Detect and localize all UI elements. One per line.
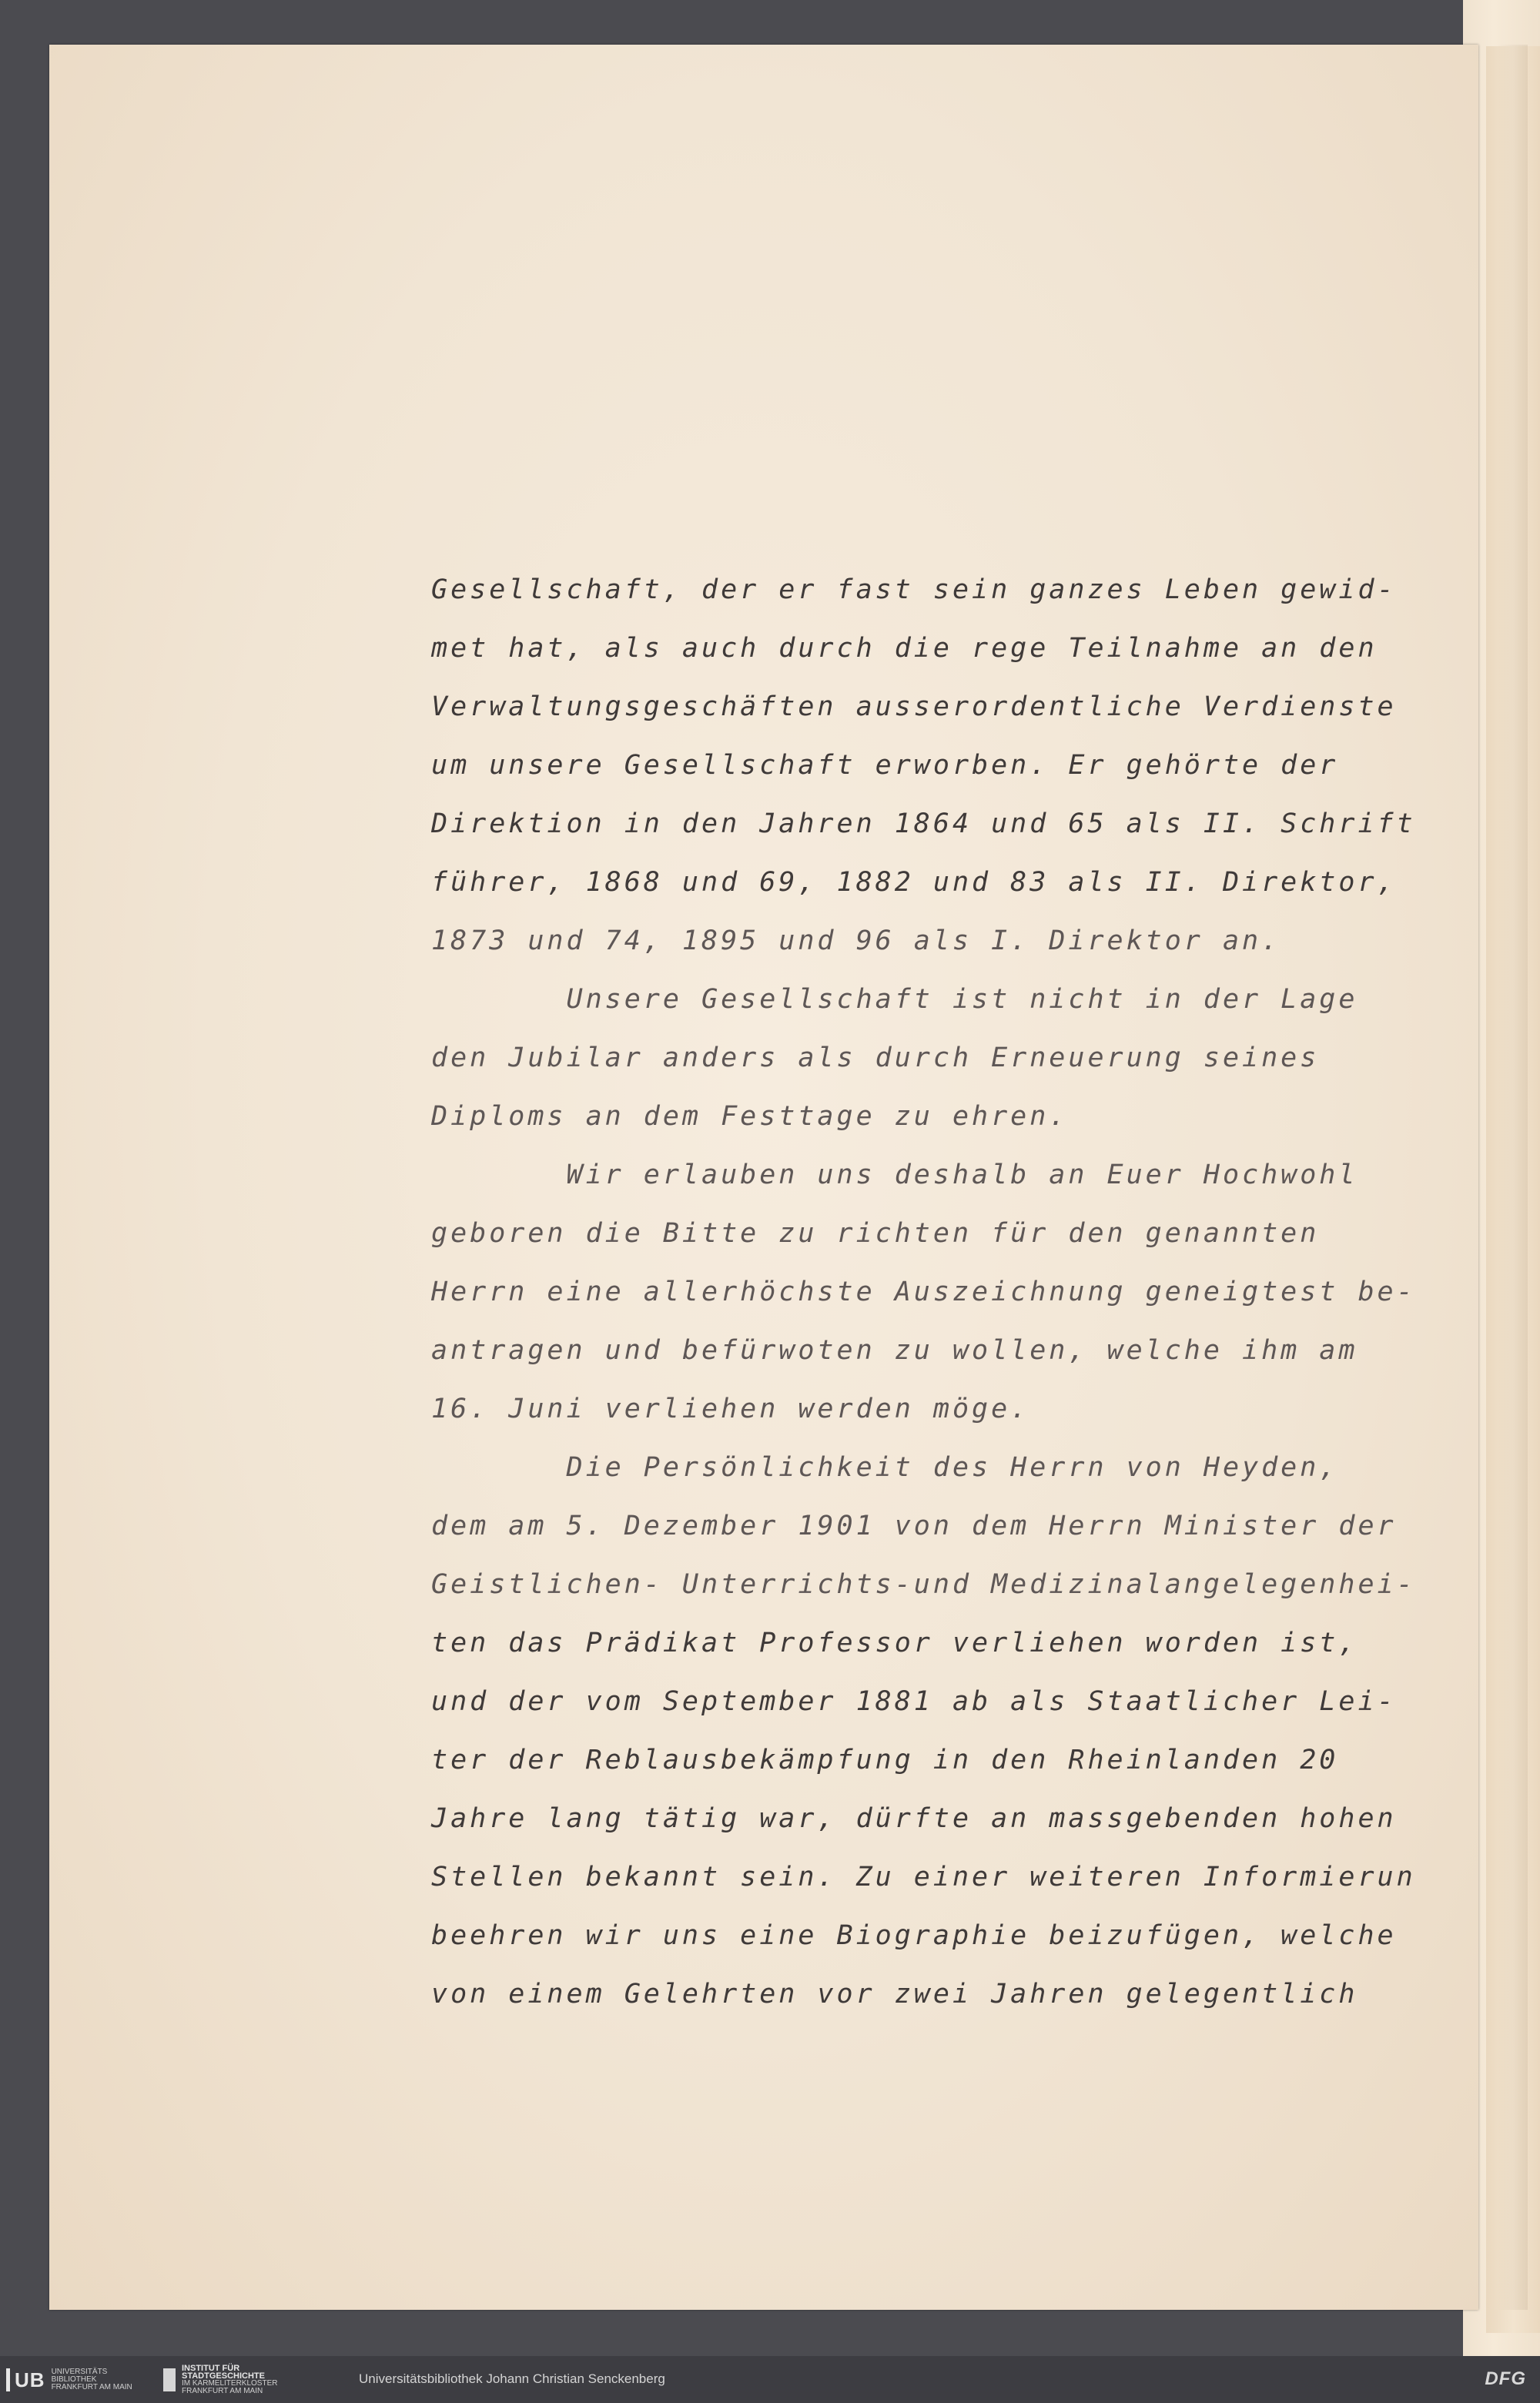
text-line: führer, 1868 und 69, 1882 und 83 als II. Direktor, (431, 867, 1397, 898)
text-line: Geistlichen- Unterrichts-und Medizinalangelegenhei- (431, 1569, 1416, 1600)
text-line: dem am 5. Dezember 1901 von dem Herrn Minister der (431, 1511, 1397, 1541)
text-line: Jahre lang tätig war, dürfte an massgebenden hohen (431, 1803, 1397, 1834)
text-line: Diploms an dem Festtage zu ehren. (431, 1101, 1069, 1132)
institute-logo-line: IM KARMELITERKLOSTER (182, 2379, 278, 2388)
text-line: Herrn eine allerhöchste Auszeichnung geneigtest be- (431, 1277, 1416, 1307)
university-library-logo (6, 2367, 132, 2393)
text-line: geboren die Bitte zu richten für den genannten (431, 1218, 1320, 1249)
ub-logo-text (52, 2368, 132, 2391)
text-line: Unsere Gesellschaft ist nicht in der Lage (431, 984, 1358, 1015)
text-line: 16. Juni verliehen werden möge. (431, 1394, 1030, 1424)
text-line: Stellen bekannt sein. Zu einer weiteren Informierun (431, 1862, 1416, 1893)
text-line: antragen und befürwoten zu wollen, welche ihm am (431, 1335, 1358, 1366)
text-line: von einem Gelehrten vor zwei Jahren gelegentlich (431, 1979, 1358, 2010)
ub-mark: UB (6, 2368, 45, 2391)
text-line: 1873 und 74, 1895 und 96 als I. Direktor an. (431, 925, 1281, 956)
footer-bar (0, 2356, 1540, 2403)
dfg-logo: DFG (1485, 2368, 1526, 2389)
text-line: met hat, als auch durch die rege Teilnahme an den (431, 633, 1378, 664)
text-line: Wir erlauben uns deshalb an Euer Hochwohl (431, 1160, 1358, 1190)
institute-mark-icon (163, 2368, 176, 2391)
text-line: Die Persönlichkeit des Herrn von Heyden, (431, 1452, 1339, 1483)
page-edge-shadow (1497, 45, 1528, 2310)
ub-logo-line: FRANKFURT AM MAIN (51, 2383, 132, 2391)
ub-logo-line: UNIVERSITÄTS (51, 2368, 108, 2376)
text-line: Verwaltungsgeschäften ausserordentliche Verdienste (431, 691, 1397, 722)
institute-logo-line: FRANKFURT AM MAIN (182, 2387, 263, 2395)
text-line: beehren wir uns eine Biographie beizufügen, welche (431, 1920, 1397, 1951)
text-line: und der vom September 1881 ab als Staatlicher Lei- (431, 1686, 1397, 1717)
text-line: den Jubilar anders als durch Erneuerung seines (431, 1043, 1320, 1073)
institute-logo (163, 2364, 278, 2395)
text-line: ter der Reblausbekämpfung in den Rheinlanden 20 (431, 1745, 1339, 1775)
institute-logo-line: STADTGESCHICHTE (182, 2371, 265, 2381)
institute-logo-line: INSTITUT FÜR (182, 2364, 240, 2373)
typed-letter-text (431, 561, 1486, 2023)
institute-logo-text (182, 2365, 277, 2395)
ub-logo-line: BIBLIOTHEK (51, 2375, 97, 2384)
text-line: ten das Prädikat Professor verliehen worden ist, (431, 1628, 1358, 1658)
text-line: Direktion in den Jahren 1864 und 65 als II. Schrift (431, 808, 1416, 839)
text-line: um unsere Gesellschaft erworben. Er gehörte der (431, 750, 1339, 781)
library-name: Universitätsbibliothek Johann Christian Senckenberg (359, 2371, 665, 2386)
text-line: Gesellschaft, der er fast sein ganzes Leben gewid- (431, 574, 1397, 605)
